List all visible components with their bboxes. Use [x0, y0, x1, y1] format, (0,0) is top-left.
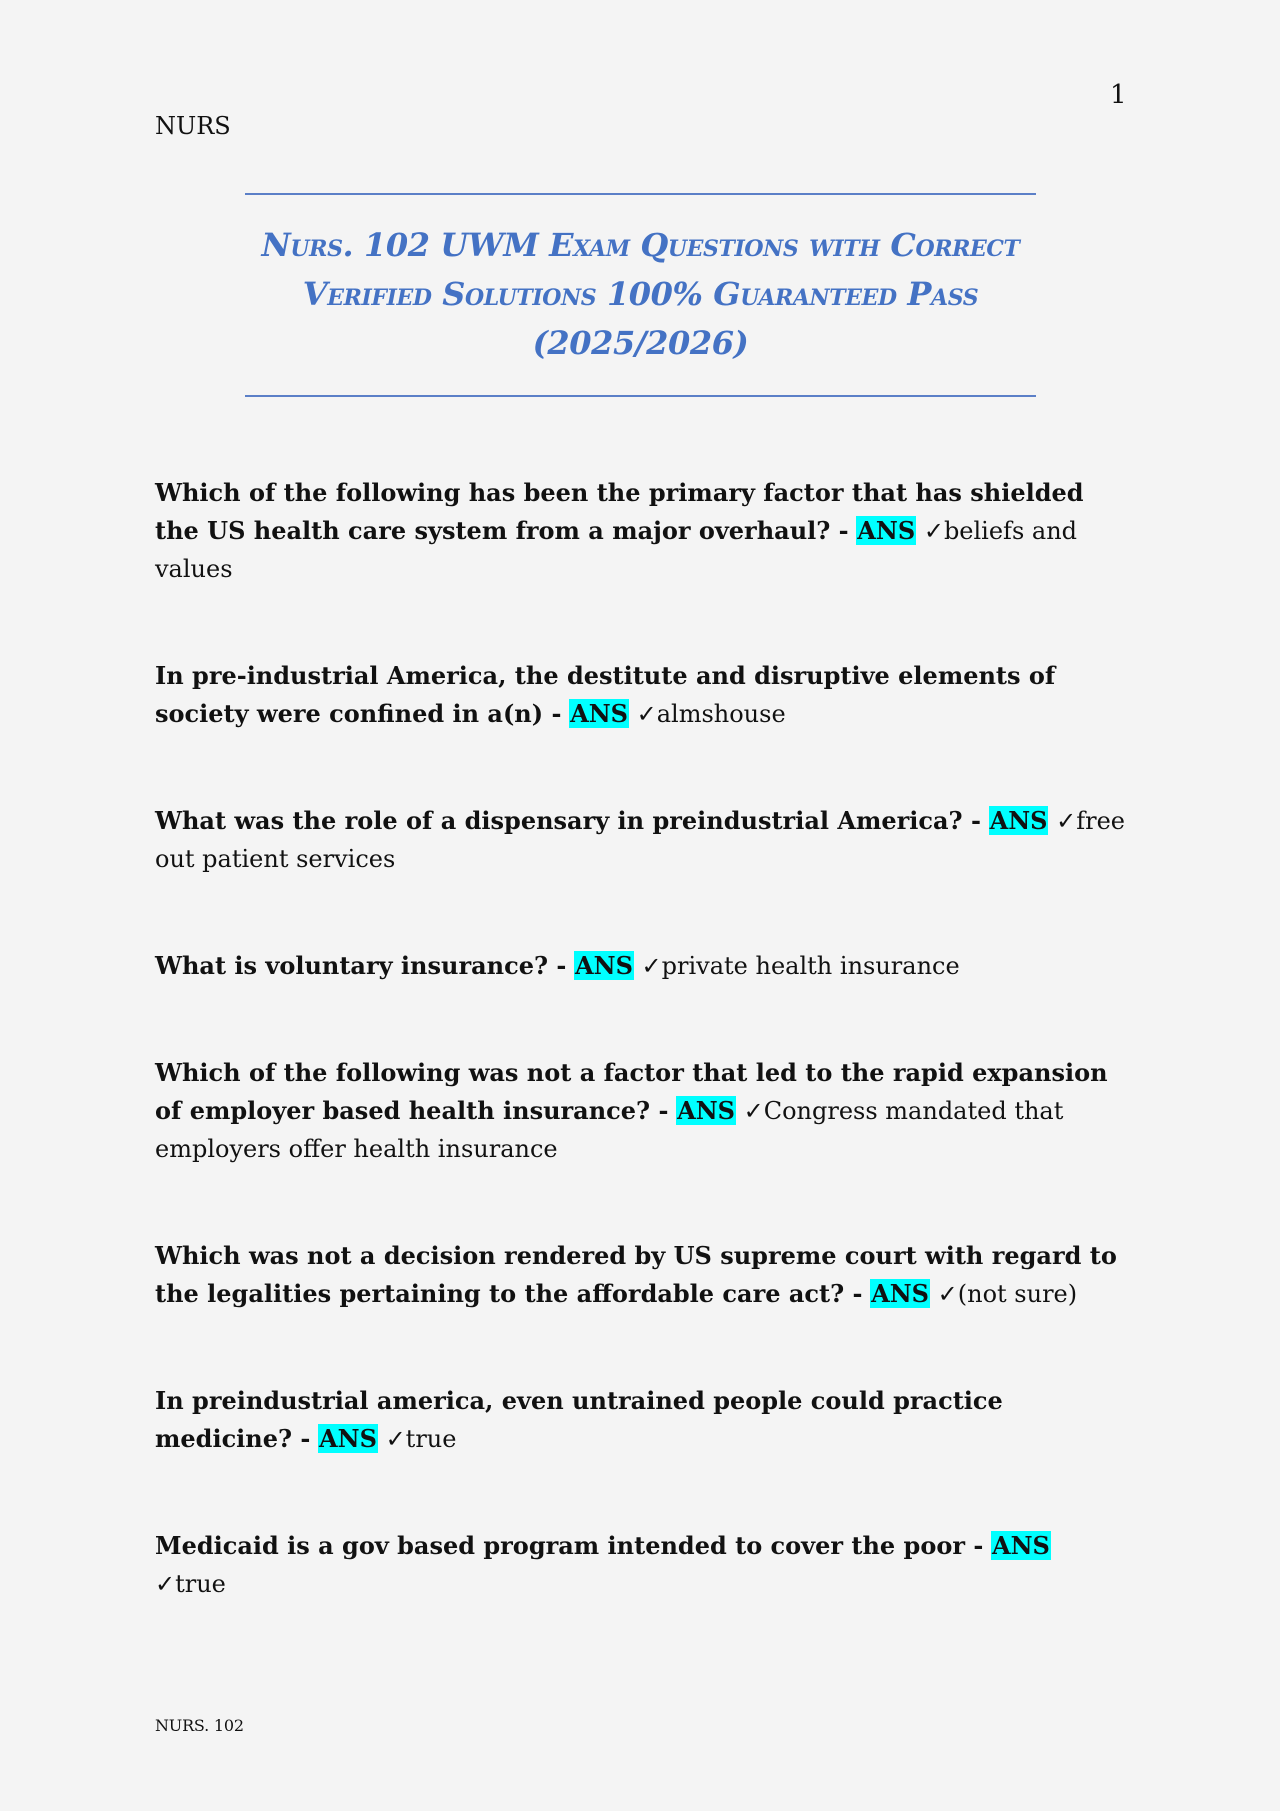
checkmark-icon: ✓ [155, 1570, 176, 1598]
question-text: Which was not a decision rendered by US supreme court with regard to the legalities pertaining to the affordable care act? - [155, 1241, 1117, 1308]
title-line-3: (2025/2026) [532, 324, 749, 362]
answer-text: true [175, 1570, 226, 1598]
question-text: In pre-industrial America, the destitute and disruptive elements of society were confined in a(n) - [155, 661, 1056, 728]
answer-text: almshouse [656, 700, 786, 728]
answer-text: free out patient services [155, 807, 1125, 873]
qa-item [155, 474, 1125, 588]
question-text: What is voluntary insurance? - [155, 951, 567, 980]
answer-text: Congress mandated that employers offer health insurance [155, 1097, 1064, 1163]
title-bottom-rule [245, 395, 1036, 397]
ans-highlight: ANS [570, 699, 628, 728]
checkmark-icon: ✓ [743, 1097, 764, 1125]
qa-item [155, 1054, 1125, 1168]
answer-text: true [405, 1425, 457, 1453]
qa-list [155, 474, 1125, 1603]
title-line-1: Nurs. 102 UWM Exam Questions with Correct [261, 226, 1020, 264]
qa-item [155, 802, 1125, 878]
page-header: NURS [155, 112, 231, 140]
ans-highlight: ANS [575, 951, 633, 980]
question-text: Which of the following was not a factor that led to the rapid expansion of employer based health insurance? - [155, 1058, 1108, 1125]
answer-text: private health insurance [661, 952, 960, 980]
title-top-rule [245, 193, 1036, 195]
ans-highlight: ANS [319, 1424, 377, 1453]
checkmark-icon: ✓ [641, 952, 662, 980]
checkmark-icon: ✓ [937, 1280, 958, 1308]
checkmark-icon: ✓ [385, 1425, 406, 1453]
question-text: Medicaid is a gov based program intended to cover the poor - [155, 1531, 984, 1560]
ans-highlight: ANS [989, 806, 1048, 835]
checkmark-icon: ✓ [923, 517, 944, 545]
ans-highlight: ANS [991, 1531, 1050, 1560]
qa-item [155, 1237, 1125, 1313]
ans-highlight: ANS [857, 516, 916, 545]
qa-item [155, 657, 1125, 733]
answer-text: (not sure) [957, 1280, 1078, 1308]
ans-highlight: ANS [677, 1096, 735, 1125]
page-number: 1 [1110, 80, 1127, 110]
qa-item [155, 1527, 1125, 1603]
page-footer: NURS. 102 [155, 1716, 244, 1735]
title-line-2: Verified Solutions 100% Guaranteed Pass [302, 275, 979, 313]
question-text: Which of the following has been the primary factor that has shielded the US health care system from a major overhaul? - [155, 478, 1084, 545]
checkmark-icon: ✓ [1056, 807, 1077, 835]
qa-item [155, 1382, 1125, 1458]
checkmark-icon: ✓ [636, 700, 657, 728]
ans-highlight: ANS [871, 1279, 930, 1308]
document-title [245, 221, 1036, 368]
question-text: What was the role of a dispensary in preindustrial America? - [155, 806, 981, 835]
title-block [245, 193, 1036, 397]
answer-text: beliefs and values [155, 517, 1078, 583]
qa-item [155, 947, 1125, 985]
question-text: In preindustrial america, even untrained people could practice medicine? - [155, 1386, 1003, 1453]
